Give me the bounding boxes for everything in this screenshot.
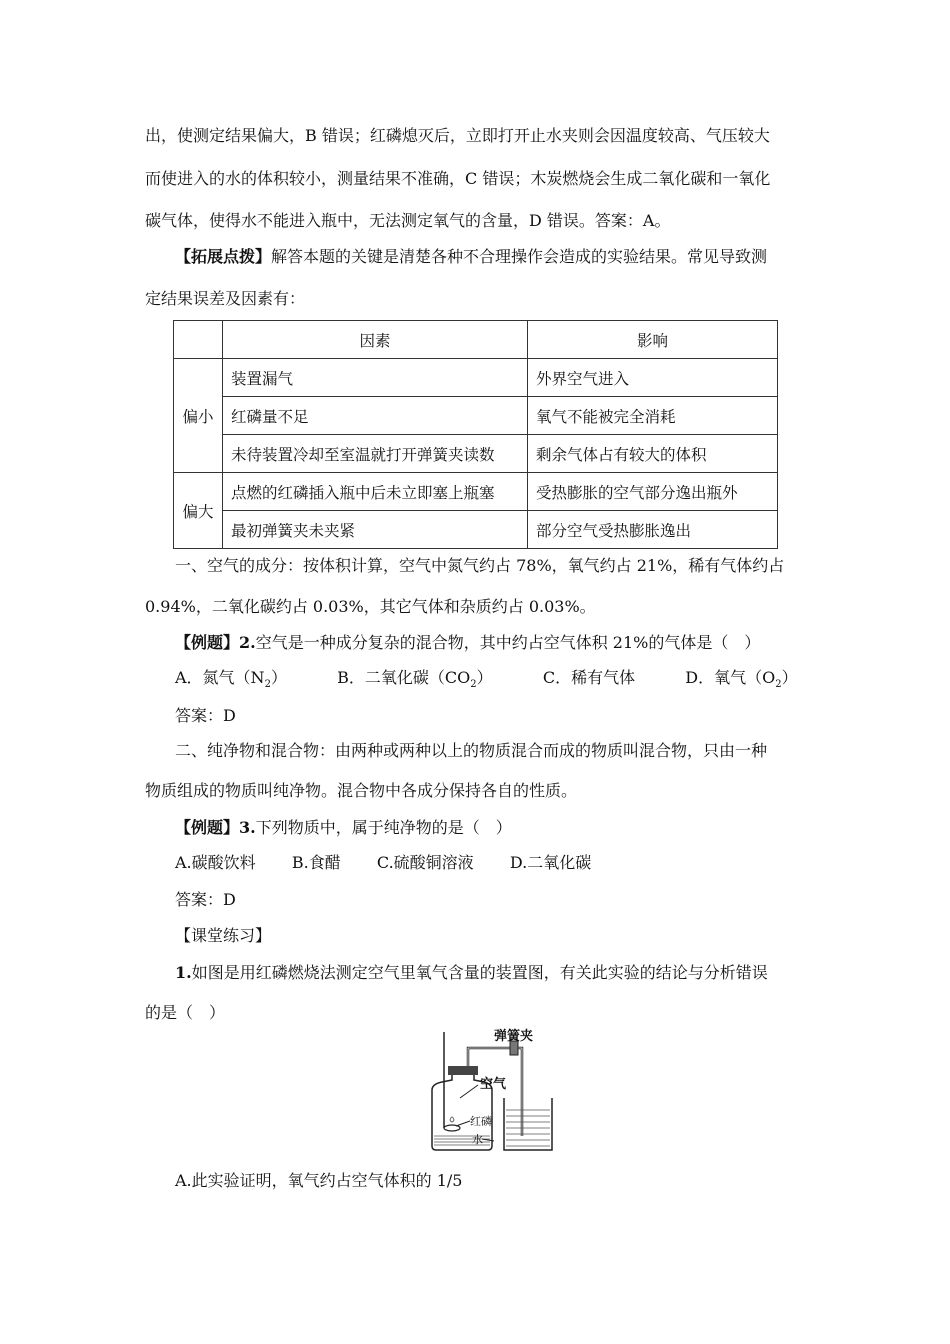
stopper-shape	[448, 1066, 478, 1075]
apparatus-figure	[410, 1028, 560, 1158]
table-header-row	[174, 321, 778, 359]
phosphorus-label: 红磷	[470, 1115, 492, 1128]
practice-option-a: A.此实验证明，氧气约占空气体积的 1/5	[175, 1171, 463, 1190]
air-leader-line	[460, 1085, 478, 1098]
table-cell-factor: 最初弹簧夹未夹紧	[223, 511, 528, 549]
tip-paragraph	[175, 247, 767, 267]
example-three-answer: 答案：D	[175, 890, 236, 909]
question-number: 1.	[175, 963, 192, 982]
group-label-small: 偏小	[174, 359, 223, 473]
table-cell-factor: 点燃的红磷插入瓶中后未立即塞上瓶塞	[223, 473, 528, 511]
example-two-question	[175, 633, 760, 653]
paragraph-line: 定结果误差及因素有：	[145, 289, 306, 308]
section-two-line: 物质组成的物质叫纯净物。混合物中各成分保持各自的性质。	[145, 781, 578, 800]
example-three-question	[175, 818, 512, 838]
section-one-line: 一、空气的成分：按体积计算，空气中氮气约占 78%，氧气约占 21%，稀有气体约占	[175, 556, 785, 575]
table-cell-effect: 氧气不能被完全消耗	[528, 397, 778, 435]
table-header-factor: 因素	[223, 321, 528, 359]
table-cell-factor: 装置漏气	[223, 359, 528, 397]
option-b: B.食醋	[291, 853, 341, 872]
table-row	[174, 473, 778, 511]
phosphorus-leader-line	[456, 1121, 470, 1126]
example-label: 【例题】3.	[175, 818, 256, 837]
table-header-effect: 影响	[528, 321, 778, 359]
group-label-large: 偏大	[174, 473, 223, 549]
beaker-water	[506, 1110, 550, 1146]
practice-heading: 【课堂练习】	[175, 926, 272, 945]
option-d: D．氧气$(O_2)$	[685, 668, 798, 691]
option-c: C.硫酸铜溶液	[376, 853, 474, 872]
tip-text: 解答本题的关键是清楚各种不合理操作会造成的实验结果。常见导致测	[271, 247, 768, 266]
section-two-line: 二、纯净物和混合物：由两种或两种以上的物质混合而成的物质叫混合物，只由一种	[175, 741, 768, 760]
clamp-label: 弹簧夹	[494, 1029, 534, 1044]
water-label: 水	[472, 1133, 483, 1146]
table-row	[174, 359, 778, 397]
table-row	[174, 511, 778, 549]
flame-shape	[450, 1117, 454, 1122]
practice-question-line: 的是（ ）	[145, 1003, 226, 1022]
example-two-options	[175, 668, 798, 695]
example-three-options	[175, 853, 591, 873]
apparatus-diagram	[410, 1028, 560, 1158]
table-row	[174, 397, 778, 435]
table-cell-effect: 受热膨胀的空气部分逸出瓶外	[528, 473, 778, 511]
example-label: 【例题】2.	[175, 633, 256, 652]
table-row	[174, 435, 778, 473]
question-text: 如图是用红磷燃烧法测定空气里氧气含量的装置图，有关此实验的结论与分析错误	[191, 963, 768, 982]
example-two-answer: 答案：D	[175, 706, 236, 725]
option-c: C．稀有气体	[542, 668, 636, 687]
table-cell-effect: 外界空气进入	[528, 359, 778, 397]
air-label: 空气	[480, 1077, 507, 1092]
table-corner-cell	[174, 321, 223, 359]
beaker-shape	[504, 1098, 552, 1150]
section-one-line: 0.94%，二氧化碳约占 0.03%，其它气体和杂质约占 0.03%。	[145, 597, 596, 616]
table-cell-effect: 剩余气体占有较大的体积	[528, 435, 778, 473]
question-text: 空气是一种成分复杂的混合物，其中约占空气体积 21%的气体是（ ）	[255, 633, 761, 652]
practice-question-one	[175, 963, 768, 983]
table-cell-factor: 未待装置冷却至室温就打开弹簧夹读数	[223, 435, 528, 473]
paragraph-line: 碳气体，使得水不能进入瓶中，无法测定氧气的含量，D 错误。答案：A。	[145, 211, 671, 230]
paragraph-line: 出，使测定结果偏大，B 错误；红磷熄灭后，立即打开止水夹则会因温度较高、气压较大	[145, 126, 770, 145]
option-d: D.二氧化碳	[509, 853, 592, 872]
option-b: B．二氧化碳$(CO_2)$	[337, 668, 493, 691]
table-cell-factor: 红磷量不足	[223, 397, 528, 435]
paragraph-line: 而使进入的水的体积较小，测量结果不准确，C 错误；木炭燃烧会生成二氧化碳和一氧化	[145, 169, 771, 188]
table-cell-effect: 部分空气受热膨胀逸出	[528, 511, 778, 549]
option-a: A．氮气$(N_2)$	[175, 668, 287, 691]
question-text: 下列物质中，属于纯净物的是（ ）	[255, 818, 512, 837]
option-a: A.碳酸饮料	[175, 853, 256, 872]
tip-label: 【拓展点拨】	[175, 247, 272, 266]
error-factors-table	[173, 320, 778, 549]
